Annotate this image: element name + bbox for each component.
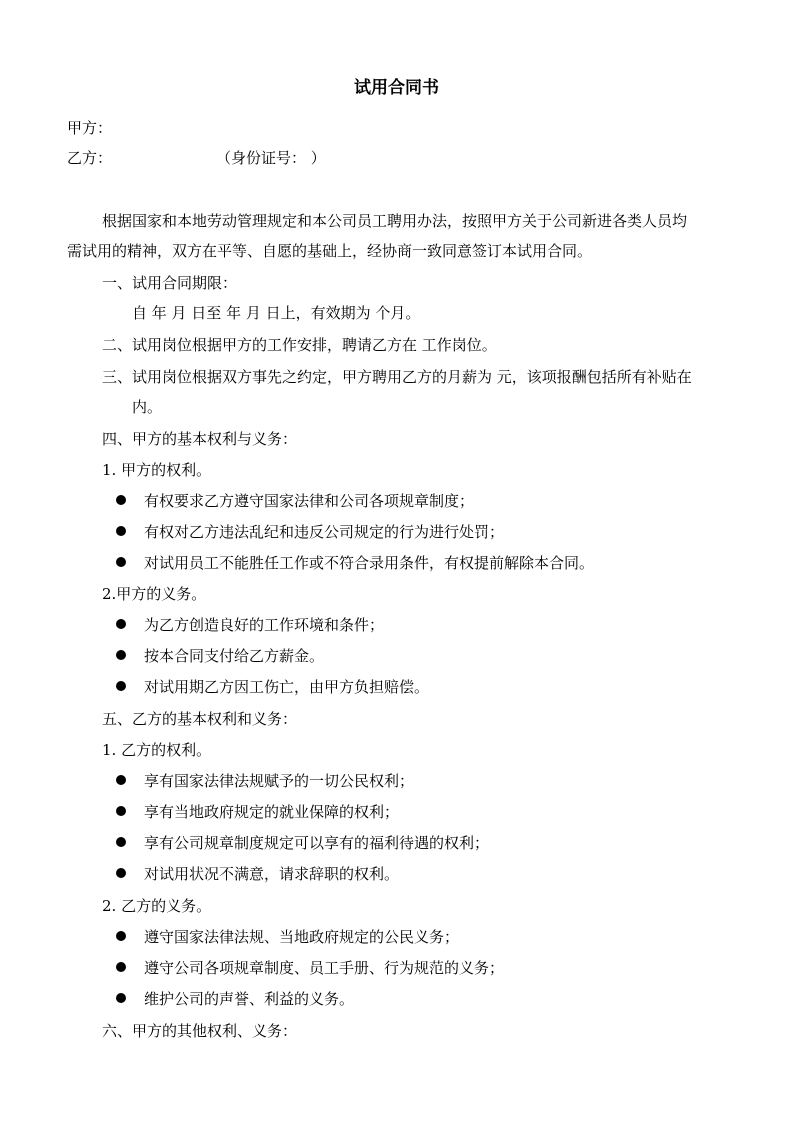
section-5-heading: 五、乙方的基本权利和义务： xyxy=(102,710,298,728)
list-item: 按本合同支付给乙方薪金。 xyxy=(116,645,324,667)
list-item: 对试用员工不能胜任工作或不符合录用条件，有权提前解除本合同。 xyxy=(116,552,594,574)
bullet-icon xyxy=(116,681,126,691)
bullet-icon xyxy=(116,993,126,1003)
bullet-icon xyxy=(116,495,126,505)
party-b-label: 乙方： xyxy=(67,149,113,167)
list-item: 有权要求乙方遵守国家法律和公司各项规章制度； xyxy=(116,490,474,512)
section-1-heading: 一、试用合同期限： xyxy=(102,274,238,292)
section-5-rights-heading: 1. 乙方的权利。 xyxy=(102,741,212,759)
list-item: 对试用期乙方因工伤亡，由甲方负担赔偿。 xyxy=(116,676,429,698)
section-4-duties-heading: 2.甲方的义务。 xyxy=(102,585,207,603)
bullet-icon xyxy=(116,931,126,941)
section-4-rights-heading: 1. 甲方的权利。 xyxy=(102,461,212,479)
list-item: 有权对乙方违法乱纪和违反公司规定的行为进行处罚； xyxy=(116,521,504,543)
bullet-icon xyxy=(116,775,126,785)
section-1-text: 自 年 月 日至 年 月 日上，有效期为 个月。 xyxy=(132,304,421,322)
party-b-id-field: （身份证号： ） xyxy=(216,149,326,167)
list-item: 享有当地政府规定的就业保障的权利； xyxy=(116,801,399,823)
list-item: 遵守公司各项规章制度、员工手册、行为规范的义务； xyxy=(116,957,504,979)
section-4-heading: 四、甲方的基本权利与义务： xyxy=(102,430,298,448)
bullet-icon xyxy=(116,837,126,847)
intro-paragraph-line-1: 根据国家和本地劳动管理规定和本公司员工聘用办法，按照甲方关于公司新进各类人员均 xyxy=(102,212,688,230)
bullet-icon xyxy=(116,806,126,816)
intro-paragraph-line-2: 需试用的精神，双方在平等、自愿的基础上，经协商一致同意签订本试用合同。 xyxy=(67,242,593,260)
section-2-text: 二、试用岗位根据甲方的工作安排，聘请乙方在 工作岗位。 xyxy=(102,336,497,354)
list-item: 对试用状况不满意，请求辞职的权利。 xyxy=(116,863,399,885)
list-item: 享有国家法律法规赋予的一切公民权利； xyxy=(116,770,414,792)
bullet-icon xyxy=(116,650,126,660)
section-5-duties-heading: 2. 乙方的义务。 xyxy=(102,897,212,915)
list-item: 享有公司规章制度规定可以享有的福利待遇的权利； xyxy=(116,832,489,854)
section-6-heading: 六、甲方的其他权利、义务： xyxy=(102,1022,298,1040)
bullet-icon xyxy=(116,557,126,567)
list-item: 为乙方创造良好的工作环境和条件； xyxy=(116,614,384,636)
bullet-icon xyxy=(116,526,126,536)
bullet-icon xyxy=(116,962,126,972)
bullet-icon xyxy=(116,868,126,878)
party-a-label: 甲方： xyxy=(67,119,113,137)
list-item: 遵守国家法律法规、当地政府规定的公民义务； xyxy=(116,926,459,948)
party-b-line xyxy=(67,147,326,169)
list-item: 维护公司的声誉、利益的义务。 xyxy=(116,988,354,1010)
section-3-line-1: 三、试用岗位根据双方事先之约定，甲方聘用乙方的月薪为 元，该项报酬包括所有补贴在 xyxy=(102,368,692,386)
section-3-line-2: 内。 xyxy=(132,398,163,416)
bullet-icon xyxy=(116,619,126,629)
document-title: 试用合同书 xyxy=(354,78,439,98)
